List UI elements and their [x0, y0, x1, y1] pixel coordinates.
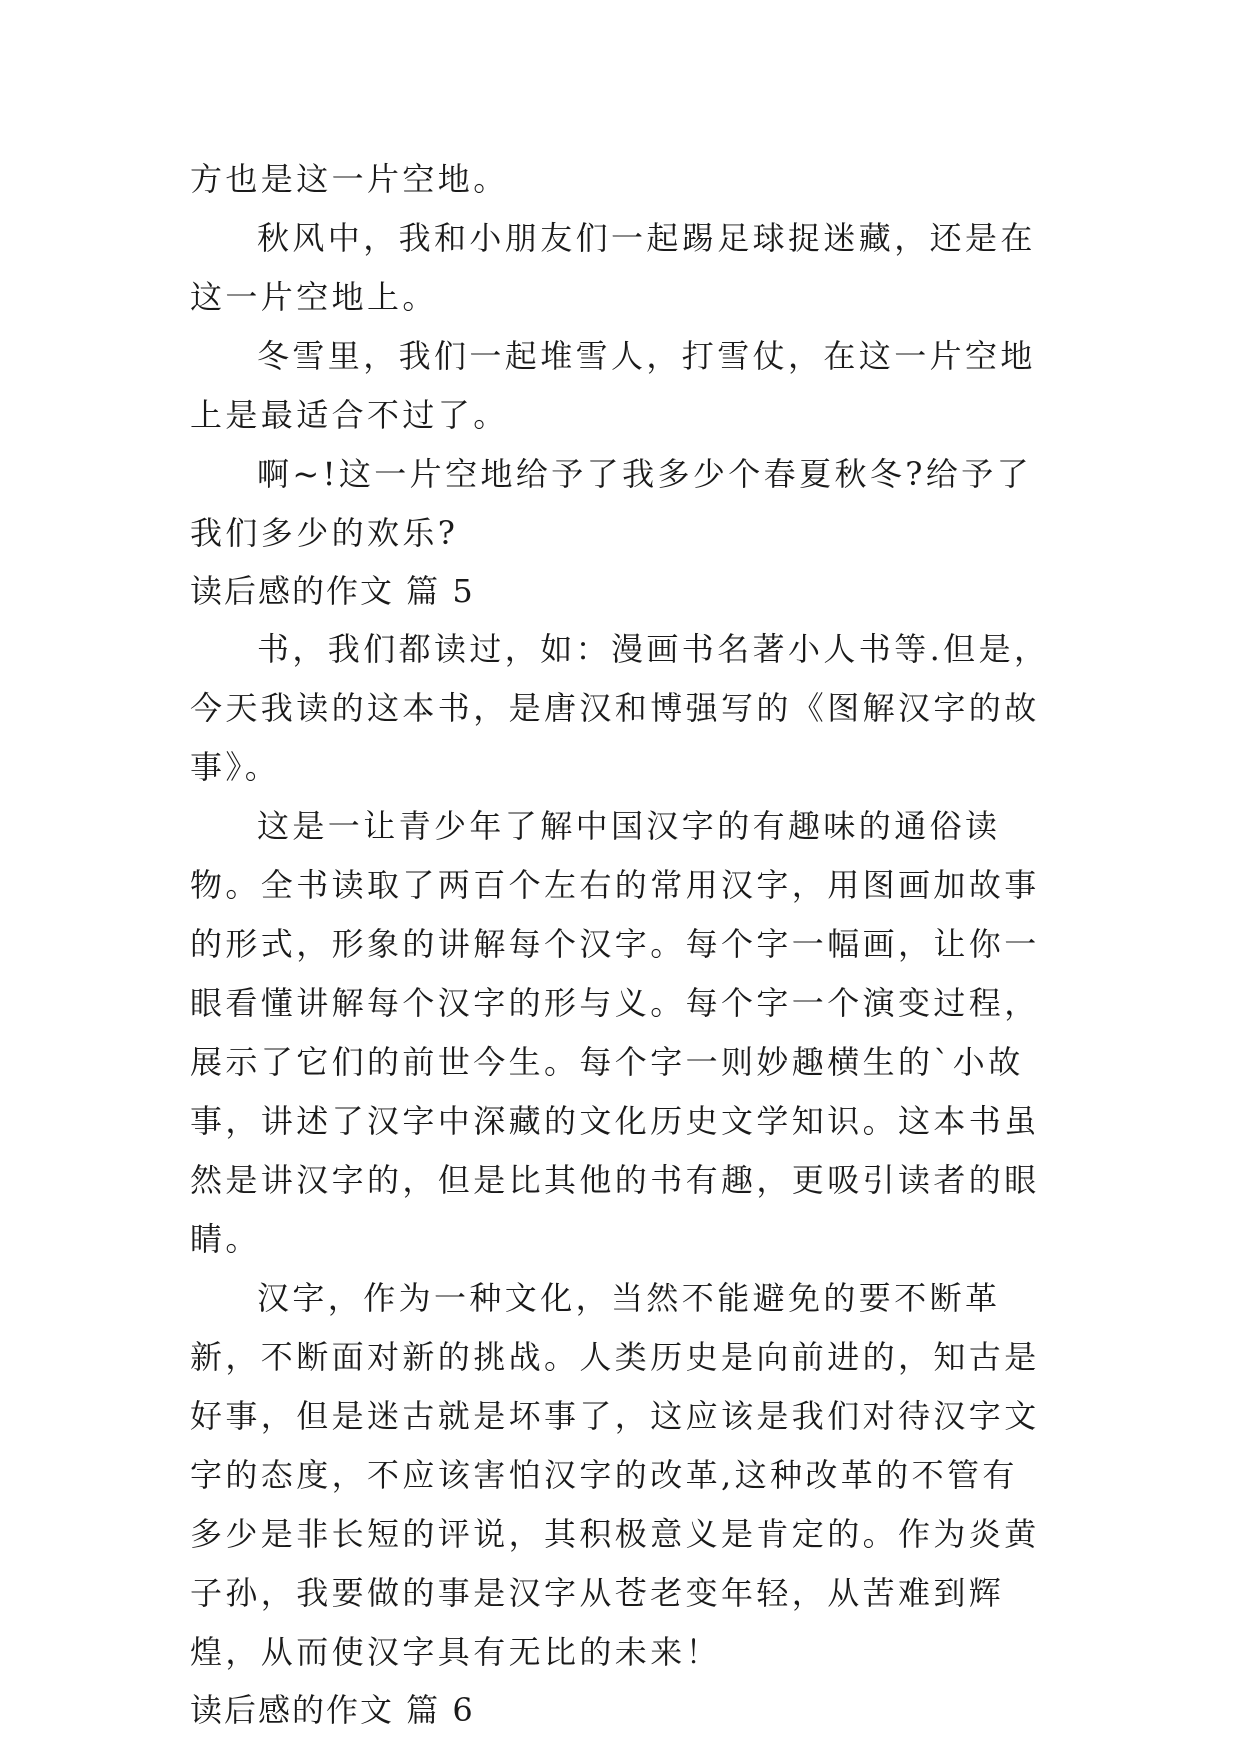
paragraph: 书，我们都读过，如：漫画书名著小人书等.但是，今天我读的这本书，是唐汉和博强写的《图解汉字的故事》。 — [190, 630, 1050, 786]
paragraph: 汉字，作为一种文化，当然不能避免的要不断革新，不断面对新的挑战。人类历史是向前进的，知古是好事，但是迷古就是坏事了，这应该是我们对待汉字文字的态度，不应该害怕汉字的改革,这种改革的不管有多少是非长短的评说，其积极意义是肯定的。作为炎黄子孙，我要做的事是汉字从苍老变年轻，从苦难到辉煌，从而使汉字具有无比的未来！ — [190, 1279, 1040, 1671]
paragraph: 方也是这一片空地。 — [190, 160, 509, 198]
document-page — [190, 150, 1050, 1739]
paragraph: 冬雪里，我们一起堆雪人，打雪仗，在这一片空地上是最适合不过了。 — [190, 337, 1036, 434]
section-heading-5: 读后感的作文 篇 5 — [190, 572, 475, 610]
paragraph: 这是一让青少年了解中国汉字的有趣味的通俗读物。全书读取了两百个左右的常用汉字，用图画加故事的形式，形象的讲解每个汉字。每个字一幅画，让你一眼看懂讲解每个汉字的形与义。每个字一个演变过程，展示了它们的前世今生。每个字一则妙趣横生的`小故事，讲述了汉字中深藏的文化历史文学知识。这本书虽然是讲汉字的，但是比其他的书有趣，更吸引读者的眼睛。 — [190, 807, 1040, 1258]
paragraph: 啊~!这一片空地给予了我多少个春夏秋冬?给予了我们多少的欢乐? — [190, 455, 1033, 552]
paragraph: 秋风中，我和小朋友们一起踢足球捉迷藏，还是在这一片空地上。 — [190, 219, 1036, 316]
section-heading-6: 读后感的作文 篇 6 — [190, 1691, 475, 1729]
